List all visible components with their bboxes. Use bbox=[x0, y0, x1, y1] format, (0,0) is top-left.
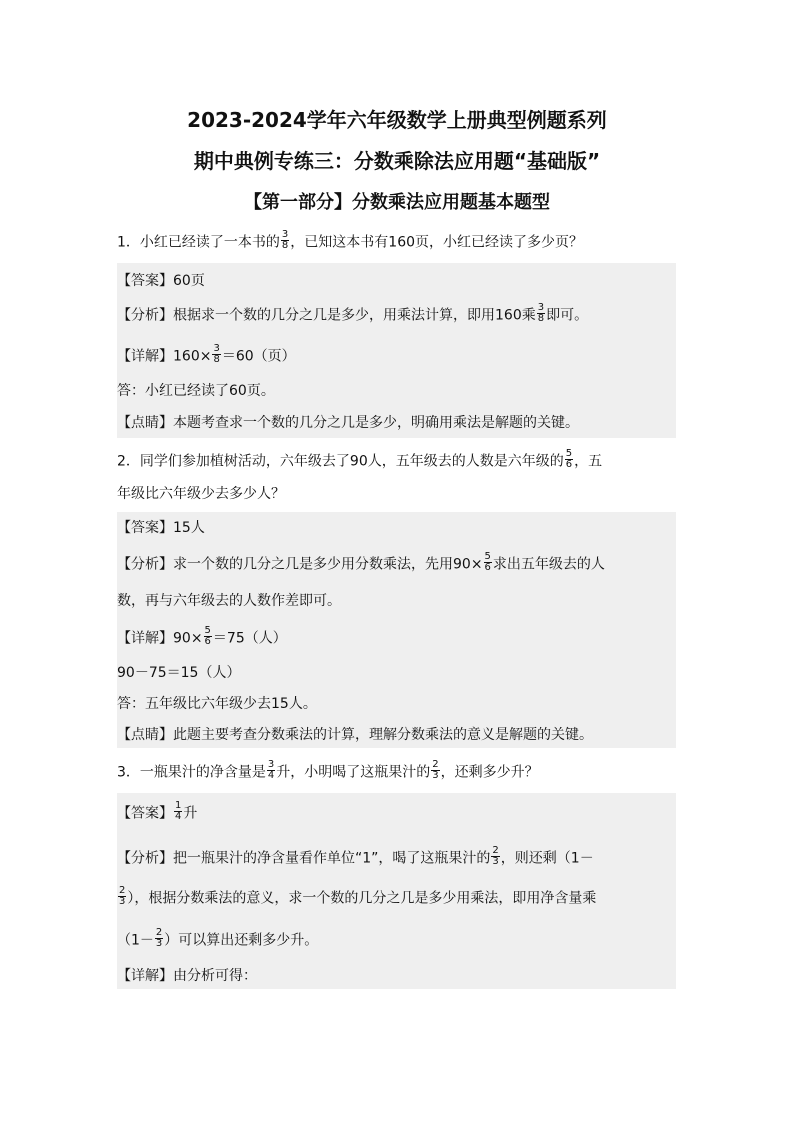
answer-3 bbox=[117, 800, 198, 824]
numerator: 2 bbox=[492, 845, 499, 856]
denominator: 3 bbox=[155, 938, 163, 949]
reply-1: 答：小红已经读了60页。 bbox=[117, 383, 275, 399]
question-2-line2: 年级比六年级少去多少人？ bbox=[117, 486, 285, 502]
denominator: 3 bbox=[492, 856, 499, 867]
fraction bbox=[491, 846, 499, 867]
analysis-2-line2: 数，再与六年级去的人数作差即可。 bbox=[117, 593, 341, 609]
denominator: 4 bbox=[175, 811, 182, 822]
analysis-text: 【分析】根据求一个数的几分之几是多少，用乘法计算，即用160乘 bbox=[117, 307, 536, 324]
answer-text: 【答案】 bbox=[117, 805, 173, 822]
document-subtitle: 期中典例专练三：分数乘除法应用题“基础版” bbox=[193, 149, 601, 173]
numerator: 2 bbox=[119, 885, 126, 896]
detail-text: ＝75（人） bbox=[212, 630, 287, 647]
denominator: 3 bbox=[432, 770, 439, 781]
denominator: 6 bbox=[565, 459, 573, 470]
fraction bbox=[431, 760, 439, 781]
answer-1: 【答案】60页 bbox=[117, 273, 205, 289]
numerator: 2 bbox=[155, 927, 163, 938]
denominator: 3 bbox=[119, 896, 126, 907]
fraction bbox=[212, 344, 220, 365]
comment-1: 【点睛】本题考查求一个数的几分之几是多少，明确用乘法是解题的关键。 bbox=[117, 415, 579, 431]
detail-2-line2: 90－75＝15（人） bbox=[117, 665, 241, 681]
numerator: 5 bbox=[565, 448, 573, 459]
denominator: 4 bbox=[267, 770, 275, 781]
fraction bbox=[267, 760, 275, 781]
numerator: 3 bbox=[213, 343, 220, 354]
fraction bbox=[118, 886, 126, 907]
analysis-text: （1－ bbox=[117, 932, 154, 949]
analysis-3-line2 bbox=[117, 885, 597, 909]
numerator: 2 bbox=[432, 759, 439, 770]
comment-2: 【点睛】此题主要考查分数乘法的计算，理解分数乘法的意义是解题的关键。 bbox=[117, 727, 593, 743]
fraction bbox=[174, 801, 182, 822]
numerator: 3 bbox=[267, 759, 275, 770]
denominator: 8 bbox=[537, 313, 545, 324]
analysis-text: 【分析】求一个数的几分之几是多少用分数乘法，先用90× bbox=[117, 556, 483, 573]
section-heading: 【第一部分】分数乘法应用题基本题型 bbox=[244, 192, 550, 213]
analysis-text: 求出五年级去的人 bbox=[492, 556, 605, 573]
fraction bbox=[537, 303, 545, 324]
detail-3: 【详解】由分析可得： bbox=[117, 968, 257, 984]
question-text: ，已知这本书有160页，小红已经读了多少页？ bbox=[290, 234, 584, 251]
question-text: 1．小红已经读了一本书的 bbox=[117, 234, 280, 251]
denominator: 6 bbox=[484, 562, 491, 573]
question-2 bbox=[117, 448, 603, 472]
fraction bbox=[155, 928, 163, 949]
fraction bbox=[565, 449, 573, 470]
numerator: 5 bbox=[484, 551, 491, 562]
question-1 bbox=[117, 229, 584, 253]
question-text: ，五 bbox=[574, 453, 603, 470]
detail-text: ＝60（页） bbox=[221, 348, 296, 365]
analysis-3-line3 bbox=[117, 927, 319, 951]
document-title: 2023-2024学年六年级数学上册典型例题系列 bbox=[187, 108, 607, 132]
answer-text: 升 bbox=[183, 805, 198, 822]
detail-2 bbox=[117, 625, 287, 649]
question-text: ，还剩多少升？ bbox=[440, 764, 539, 781]
numerator: 5 bbox=[204, 625, 211, 636]
denominator: 6 bbox=[204, 636, 211, 647]
analysis-text: 即可。 bbox=[546, 307, 589, 324]
question-3 bbox=[117, 759, 539, 783]
numerator: 3 bbox=[537, 302, 545, 313]
denominator: 8 bbox=[213, 354, 220, 365]
question-text: 升，小明喝了这瓶果汁的 bbox=[276, 764, 431, 781]
analysis-2 bbox=[117, 551, 605, 575]
detail-text: 【详解】90× bbox=[117, 630, 203, 647]
detail-text: 【详解】160× bbox=[117, 348, 212, 365]
analysis-3 bbox=[117, 845, 594, 869]
fraction bbox=[281, 230, 289, 251]
fraction bbox=[484, 552, 492, 573]
reply-2: 答：五年级比六年级少去15人。 bbox=[117, 696, 317, 712]
analysis-text: ）可以算出还剩多少升。 bbox=[164, 932, 319, 949]
analysis-1 bbox=[117, 302, 589, 326]
numerator: 3 bbox=[281, 229, 289, 240]
answer-2: 【答案】15人 bbox=[117, 520, 205, 536]
question-text: 3．一瓶果汁的净含量是 bbox=[117, 764, 266, 781]
analysis-text: 【分析】把一瓶果汁的净含量看作单位“1”，喝了这瓶果汁的 bbox=[117, 850, 491, 867]
detail-1 bbox=[117, 343, 296, 367]
fraction bbox=[204, 626, 212, 647]
question-text: 2．同学们参加植树活动，六年级去了90人，五年级去的人数是六年级的 bbox=[117, 453, 564, 470]
analysis-text: ），根据分数乘法的意义，求一个数的几分之几是多少用乘法，即用净含量乘 bbox=[127, 890, 597, 907]
numerator: 1 bbox=[175, 800, 182, 811]
denominator: 8 bbox=[281, 240, 289, 251]
analysis-text: ，则还剩（1－ bbox=[500, 850, 594, 867]
